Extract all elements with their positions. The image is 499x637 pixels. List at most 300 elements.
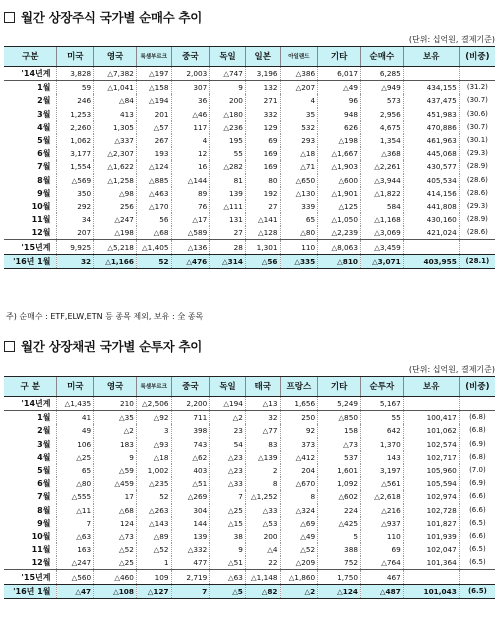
table-cell: 80 [245,174,280,187]
table-cell: △209 [280,556,318,570]
table-cell: 117 [171,121,210,134]
table-cell: (28.6) [459,187,495,200]
table-cell: 948 [318,108,361,121]
table-row [4,530,495,543]
table-cell: 467 [360,570,403,584]
table-row [4,477,495,490]
table-cell: △1,901 [318,187,361,200]
table-cell: 83 [245,438,280,451]
table-cell: 102,047 [403,543,459,556]
table-cell: △92 [136,411,171,425]
table-cell: △332 [171,543,210,556]
table-cell: 470,886 [403,121,459,134]
table-cell: △68 [94,504,137,517]
table-cell: △561 [360,477,403,490]
table-cell: △216 [360,504,403,517]
column-header: (비중) [459,47,495,67]
table-cell: △57 [136,121,171,134]
table-cell: 16 [171,160,210,173]
row-label: 4월 [37,122,51,132]
table-row [4,438,495,451]
table-cell: △463 [136,187,171,200]
table-cell: △247 [94,213,137,226]
table-cell: △127 [136,584,171,598]
table-cell: △1,860 [280,570,318,584]
row-label: 5월 [37,466,51,476]
table-cell: 195 [210,134,246,147]
column-header: 미국 [57,47,94,67]
table-cell: 5 [318,530,361,543]
table-cell: △555 [57,490,94,503]
table-cell: 2,260 [57,121,94,134]
table-cell: 752 [318,556,361,570]
table-cell: 200 [245,530,280,543]
table-cell: 293 [280,134,318,147]
section1-footnote: 주) 순매수 : ETF,ELW,ETN 등 종목 제외, 보유 : 全 종목 [6,312,204,321]
table-cell: 413 [94,108,137,121]
column-header: 중국 [171,377,210,397]
table-row [4,67,495,81]
section2-title-text: 월간 상장채권 국가별 순투자 추이 [21,339,203,354]
row-label: 8월 [37,175,51,185]
column-header: 룩셈부르크 [136,47,171,67]
stock-net-purchase-table [4,46,495,269]
table-cell: 7 [210,490,246,503]
table-cell: 101,827 [403,517,459,530]
table-row [4,424,495,437]
table-cell: △89 [136,530,171,543]
table-row [4,160,495,173]
row-label: 9월 [37,188,51,198]
table-cell [403,240,459,254]
table-cell: △93 [136,438,171,451]
table-cell: 532 [280,121,318,134]
table-cell: △124 [318,584,361,598]
table-cell: △3,459 [360,240,403,254]
row-label: 11월 [31,545,51,555]
table-cell: (31.2) [459,81,495,95]
table-cell: △3,944 [360,174,403,187]
table-cell: △2,239 [318,226,361,240]
table-cell: △1,168 [360,213,403,226]
table-cell: △197 [136,67,171,81]
column-header: 일본 [245,47,280,67]
table-cell: 430,577 [403,160,459,173]
table-cell: △49 [280,530,318,543]
table-row [4,147,495,160]
column-header: 순매수 [360,47,403,67]
table-cell: △1,903 [318,160,361,173]
table-cell: △459 [94,477,137,490]
table-cell: (6.5) [459,517,495,530]
table-cell: △68 [136,226,171,240]
table-cell: 102,717 [403,451,459,464]
table-cell: 573 [360,94,403,107]
table-cell: 163 [57,543,94,556]
table-cell: (6.8) [459,451,495,464]
table-cell: 1,062 [57,134,94,147]
table-cell: △98 [94,187,137,200]
table-cell: 81 [210,174,246,187]
table-cell: 17 [94,490,137,503]
table-cell: 27 [245,200,280,213]
table-cell: 9,925 [57,240,94,254]
table-cell: △1,252 [245,490,280,503]
table-cell: △180 [210,108,246,121]
row-label: 12월 [4,226,57,240]
table-cell: 41 [57,411,94,425]
table-cell: △263 [136,504,171,517]
table-row [4,187,495,200]
table-cell: 65 [280,213,318,226]
table-cell [459,67,495,81]
table-cell: 34 [57,213,94,226]
table-cell: 373 [280,438,318,451]
table-cell: △235 [136,477,171,490]
table-cell: △2,261 [360,160,403,173]
table-cell: △56 [245,254,280,268]
table-row [4,543,495,556]
table-cell: 1,656 [280,397,318,411]
table-cell: 3,197 [360,464,403,477]
row-label: 10월 [31,531,51,541]
table-cell: 304 [171,504,210,517]
table-cell: 1,092 [318,477,361,490]
header-row [4,47,495,67]
table-cell: △1,667 [318,147,361,160]
table-cell: (6.6) [459,490,495,503]
table-cell [459,570,495,584]
table-cell: 69 [245,134,280,147]
table-cell: 49 [57,424,94,437]
table-cell: 109 [136,570,171,584]
table-cell: 267 [136,134,171,147]
table-row [4,240,495,254]
table-cell: 7 [171,584,210,598]
table-cell: 398 [171,424,210,437]
table-cell: △764 [360,556,403,570]
table-cell: 32 [245,411,280,425]
table-cell: △1,041 [94,81,137,95]
table-cell: △368 [360,147,403,160]
table-cell: 8 [245,477,280,490]
table-cell: 1,750 [318,570,361,584]
column-header: 룩셈부르크 [136,377,171,397]
table-cell: 102,574 [403,438,459,451]
header-row [4,377,495,397]
table-cell: △125 [318,200,361,213]
table-cell: △269 [171,490,210,503]
column-header: 태국 [245,377,280,397]
table-cell: 22 [245,556,280,570]
table-cell: △1,166 [94,254,137,268]
table-cell: 27 [210,226,246,240]
table-cell: △33 [210,477,246,490]
table-cell: △2,506 [136,397,171,411]
table-cell: △13 [245,397,280,411]
column-header: 프랑스 [280,377,318,397]
table-cell: △170 [136,200,171,213]
table-cell: 139 [210,187,246,200]
table-cell: 2,003 [171,67,210,81]
table-cell: △51 [171,477,210,490]
table-cell: 743 [171,438,210,451]
column-header: 순투자 [360,377,403,397]
section1-unit: (단위: 십억원, 결제기준) [408,35,495,44]
table-cell: △52 [280,543,318,556]
table-cell: △1,822 [360,187,403,200]
table-cell: △236 [210,121,246,134]
table-cell: △670 [280,477,318,490]
table-cell: 256 [94,200,137,213]
table-cell: △1,258 [94,174,137,187]
table-cell: △52 [94,543,137,556]
table-cell: 7 [57,517,94,530]
table-cell: 131 [210,213,246,226]
table-cell: (28.9) [459,160,495,173]
table-cell: 100,417 [403,411,459,425]
column-header: 구 분 [4,377,57,397]
table-cell: 584 [360,200,403,213]
table-cell: △425 [318,517,361,530]
table-cell: △1,622 [94,160,137,173]
table-cell: 403 [171,464,210,477]
column-header: 독일 [210,377,246,397]
table-cell: 350 [57,187,94,200]
section1-title-text: 월간 상장주식 국가별 순매수 추이 [21,10,203,25]
table-cell: 23 [210,424,246,437]
table-cell [403,67,459,81]
table-cell: △476 [171,254,210,268]
table-cell: △62 [171,451,210,464]
table-cell: (6.5) [459,543,495,556]
table-cell: △2 [210,411,246,425]
table-cell: 102,728 [403,504,459,517]
table-cell: 626 [318,121,361,134]
table-cell: 441,808 [403,200,459,213]
table-cell: 101,939 [403,530,459,543]
table-cell: △5,218 [94,240,137,254]
table-cell: △63 [210,570,246,584]
column-header: 보유 [403,47,459,67]
table-cell: 192 [245,187,280,200]
table-cell: 101,364 [403,556,459,570]
table-cell: 69 [360,543,403,556]
column-header: 독일 [210,47,246,67]
table-cell: 102,974 [403,490,459,503]
table-cell: 445,068 [403,147,459,160]
table-cell: 307 [171,81,210,95]
table-cell: 1,301 [245,240,280,254]
table-row [4,121,495,134]
table-row [4,570,495,584]
column-header: 미국 [57,377,94,397]
table-cell: 207 [57,226,94,240]
table-cell: 55 [360,411,403,425]
table-cell: (7.0) [459,464,495,477]
table-cell: 59 [57,81,94,95]
table-cell: △51 [210,556,246,570]
table-cell: 28 [210,240,246,254]
table-cell: △141 [245,213,280,226]
table-cell: 12 [171,147,210,160]
table-cell: 5,249 [318,397,361,411]
table-cell: 89 [171,187,210,200]
table-cell: △810 [318,254,361,268]
table-cell: 1 [136,556,171,570]
table-cell: △69 [280,517,318,530]
table-cell: 339 [280,200,318,213]
row-label: 3월 [37,439,51,449]
table-cell: △11 [57,504,94,517]
table-cell: 430,160 [403,213,459,226]
table-row [4,254,495,268]
row-label: 7월 [37,162,51,172]
table-cell: 6,017 [318,67,361,81]
table-cell: △3,069 [360,226,403,240]
table-row [4,451,495,464]
table-cell: 65 [57,464,94,477]
table-cell: 5,167 [360,397,403,411]
table-cell: △52 [136,543,171,556]
table-cell: 52 [136,254,171,268]
table-cell: 1,370 [360,438,403,451]
table-cell: △108 [94,584,137,598]
table-cell: △282 [210,160,246,173]
table-cell: 271 [245,94,280,107]
table-row [4,411,495,425]
row-label: 3월 [37,109,51,119]
table-cell: 110 [280,240,318,254]
table-cell: △2 [280,584,318,598]
table-cell: △80 [280,226,318,240]
table-cell: 1,554 [57,160,94,173]
column-header: (비중) [459,377,495,397]
table-cell: △143 [136,517,171,530]
table-cell: △247 [57,556,94,570]
table-cell: 56 [136,213,171,226]
table-row [4,584,495,598]
table-cell: 105,594 [403,477,459,490]
table-row [4,464,495,477]
table-cell: 169 [245,160,280,173]
table-cell: 224 [318,504,361,517]
table-cell: △487 [360,584,403,598]
table-cell: △2,307 [94,147,137,160]
table-cell: △2,618 [360,490,403,503]
table-cell: 183 [94,438,137,451]
table-cell: △18 [280,147,318,160]
table-cell: 2,200 [171,397,210,411]
table-cell: △569 [57,174,94,187]
row-label: '14년계 [4,67,57,81]
table-cell: △207 [280,81,318,95]
table-cell: 143 [360,451,403,464]
checkbox-square-icon [4,341,15,352]
table-cell: △602 [318,490,361,503]
table-cell: 405,534 [403,174,459,187]
table-cell: △63 [57,530,94,543]
table-cell: 200 [210,94,246,107]
table-row [4,226,495,240]
table-cell: 388 [318,543,361,556]
table-cell: 38 [210,530,246,543]
table-cell: 144 [171,517,210,530]
table-row [4,200,495,213]
table-cell: (6.9) [459,477,495,490]
table-cell: 193 [136,147,171,160]
table-cell: △124 [136,160,171,173]
table-cell: (6.9) [459,438,495,451]
table-cell: (30.1) [459,134,495,147]
table-cell: △53 [245,517,280,530]
table-cell: △23 [210,464,246,477]
table-cell: 124 [94,517,137,530]
row-label: 1월 [37,413,51,423]
table-cell: 451,983 [403,108,459,121]
table-row [4,108,495,121]
table-cell: (30.6) [459,108,495,121]
table-cell: 3,196 [245,67,280,81]
table-cell: 105,960 [403,464,459,477]
table-cell: △136 [171,240,210,254]
row-label: '16년 1월 [4,254,57,268]
table-cell: △194 [136,94,171,107]
table-cell: 129 [245,121,280,134]
table-cell: 292 [57,200,94,213]
table-cell: (28.1) [459,254,495,268]
table-cell: △1,435 [57,397,94,411]
table-cell: 101,043 [403,584,459,598]
table-cell: △17 [171,213,210,226]
table-cell [459,240,495,254]
table-cell: △194 [210,397,246,411]
table-cell: (6.8) [459,424,495,437]
table-cell: 158 [318,424,361,437]
row-label: 6월 [37,149,51,159]
table-cell: (29.3) [459,200,495,213]
table-cell: △937 [360,517,403,530]
table-row [4,94,495,107]
table-cell: △314 [210,254,246,268]
section1-title [4,8,202,26]
table-cell: △3,071 [360,254,403,268]
table-cell: △650 [280,174,318,187]
section2-unit: (단위: 십억원, 결제기준) [408,365,495,374]
table-cell [403,570,459,584]
table-cell: 204 [280,464,318,477]
table-cell: 35 [280,108,318,121]
table-cell: 4 [171,134,210,147]
table-cell: 1,601 [318,464,361,477]
table-cell [459,397,495,411]
table-cell: △25 [210,504,246,517]
table-cell: △25 [57,451,94,464]
table-cell: △128 [245,226,280,240]
table-cell: 132 [245,81,280,95]
table-cell: △111 [210,200,246,213]
table-cell: △47 [57,584,94,598]
row-label: 11월 [31,215,51,225]
table-cell: △82 [245,584,280,598]
table-cell: 54 [210,438,246,451]
row-label: 1월 [37,83,51,93]
table-cell: 2 [245,464,280,477]
row-label: 4월 [37,452,51,462]
table-cell: (6.6) [459,504,495,517]
table-cell: 3,828 [57,67,94,81]
table-cell [403,397,459,411]
